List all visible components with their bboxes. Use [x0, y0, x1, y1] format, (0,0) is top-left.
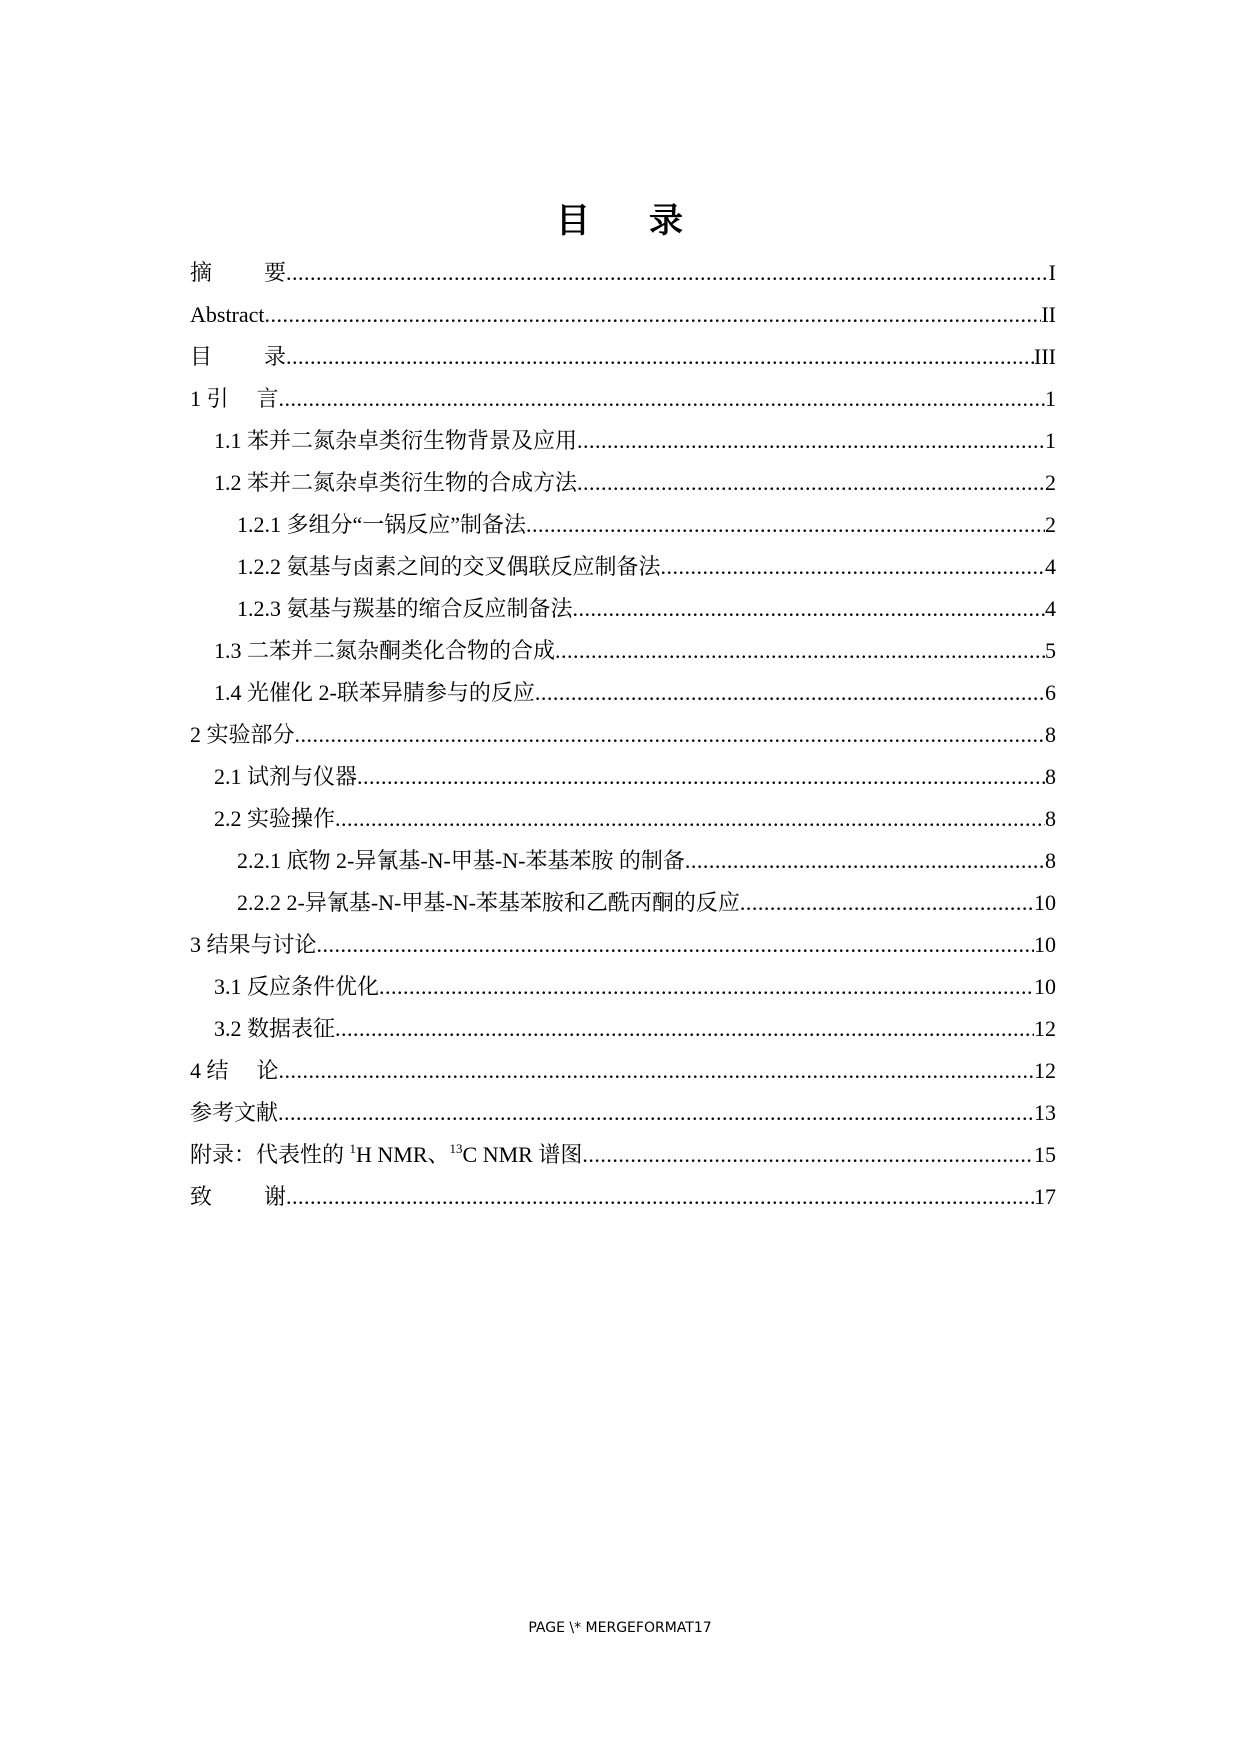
toc-entry-2-1[interactable]: [190, 756, 1056, 798]
toc-entry-page: II: [1041, 302, 1056, 327]
page-footer-field: PAGE \* MERGEFORMAT17: [528, 1620, 712, 1636]
toc-entry-abstract-cn[interactable]: [190, 252, 1056, 294]
toc-entry-page: 10: [1034, 974, 1056, 999]
toc-entry-label: 1.3 二苯并二氮杂酮类化合物的合成: [214, 638, 556, 663]
toc-entry-page: 4: [1045, 596, 1056, 621]
toc-entry-2-2[interactable]: [190, 798, 1056, 840]
toc-entry-page: 6: [1045, 680, 1056, 705]
toc-entry-label: 目 录: [190, 344, 287, 369]
toc-leader-dots: [535, 672, 1045, 714]
toc-entry-2-2-2[interactable]: [190, 882, 1056, 924]
toc-entry-appendix[interactable]: [190, 1134, 1056, 1176]
toc-entry-label: 1.4 光催化 2-联苯异腈参与的反应: [214, 680, 535, 705]
toc-entry-label: 致 谢: [190, 1184, 287, 1209]
toc-entry-3-1[interactable]: [190, 966, 1056, 1008]
toc-entry-page: 8: [1045, 722, 1056, 747]
toc-leader-dots: [279, 378, 1045, 420]
toc-entry-chapter-2[interactable]: [190, 714, 1056, 756]
title-char-2: 录: [649, 200, 684, 241]
toc-entry-label: 3 结果与讨论: [190, 932, 317, 957]
toc-leader-dots: [286, 1176, 1034, 1218]
toc-entry-label: 1.2.3 氨基与羰基的缩合反应制备法: [237, 596, 573, 621]
toc-leader-dots: [335, 1008, 1034, 1050]
toc-entry-1-4[interactable]: [190, 672, 1056, 714]
toc-entry-page: 10: [1034, 890, 1056, 915]
toc-entry-references[interactable]: [190, 1092, 1056, 1134]
toc-entry-page: 4: [1045, 554, 1056, 579]
toc-entry-page: I: [1048, 260, 1056, 285]
toc-leader-dots: [577, 462, 1045, 504]
table-of-contents: [190, 252, 1056, 1218]
toc-entry-label: 2 实验部分: [190, 722, 295, 747]
toc-entry-1-2-1[interactable]: [190, 504, 1056, 546]
toc-entry-label: 1.2.2 氨基与卤素之间的交叉偶联反应制备法: [237, 554, 661, 579]
toc-entry-label: 1 引 言: [190, 386, 279, 411]
toc-leader-dots: [335, 798, 1045, 840]
toc-leader-dots: [526, 504, 1045, 546]
toc-entry-label: 4 结 论: [190, 1058, 279, 1083]
toc-leader-dots: [286, 336, 1034, 378]
toc-entry-page: 8: [1045, 806, 1056, 831]
toc-entry-label: 1.2.1 多组分“一锅反应”制备法: [237, 512, 527, 537]
toc-entry-2-2-1[interactable]: [190, 840, 1056, 882]
toc-entry-chapter-1[interactable]: [190, 378, 1056, 420]
toc-leader-dots: [286, 252, 1049, 294]
toc-entry-page: 12: [1034, 1016, 1056, 1041]
toc-leader-dots: [379, 966, 1034, 1008]
toc-leader-dots: [577, 420, 1045, 462]
toc-entry-label: 摘 要: [190, 260, 287, 285]
toc-entry-page: 12: [1034, 1058, 1056, 1083]
toc-entry-label: 3.1 反应条件优化: [214, 974, 380, 999]
toc-entry-label: 2.2.1 底物 2-异氰基-N-甲基-N-苯基苯胺 的制备: [237, 848, 685, 873]
toc-entry-abstract-en[interactable]: [190, 294, 1056, 336]
toc-leader-dots: [295, 714, 1045, 756]
toc-entry-1-1[interactable]: [190, 420, 1056, 462]
toc-leader-dots: [685, 840, 1045, 882]
toc-leader-dots: [573, 588, 1045, 630]
toc-leader-dots: [357, 756, 1045, 798]
toc-entry-label: 1.2 苯并二氮杂卓类衍生物的合成方法: [214, 470, 578, 495]
toc-entry-1-2-2[interactable]: [190, 546, 1056, 588]
toc-entry-page: 2: [1045, 512, 1056, 537]
toc-entry-label: 参考文献: [190, 1100, 279, 1125]
toc-leader-dots: [661, 546, 1045, 588]
toc-leader-dots: [582, 1134, 1034, 1176]
page-title: [0, 199, 1240, 243]
toc-entry-chapter-4[interactable]: [190, 1050, 1056, 1092]
toc-entry-page: 8: [1045, 764, 1056, 789]
toc-entry-page: 5: [1045, 638, 1056, 663]
toc-entry-1-2-3[interactable]: [190, 588, 1056, 630]
toc-entry-label: 2.2.2 2-异氰基-N-甲基-N-苯基苯胺和乙酰丙酮的反应: [237, 890, 740, 915]
toc-entry-page: 15: [1034, 1142, 1056, 1167]
toc-entry-label: 1.1 苯并二氮杂卓类衍生物背景及应用: [214, 428, 578, 453]
toc-entry-3-2[interactable]: [190, 1008, 1056, 1050]
toc-entry-page: 10: [1034, 932, 1056, 957]
toc-entry-acknowledgements[interactable]: [190, 1176, 1056, 1218]
toc-leader-dots: [278, 1092, 1034, 1134]
toc-entry-page: 1: [1045, 428, 1056, 453]
toc-leader-dots: [279, 1050, 1034, 1092]
toc-entry-label: 3.2 数据表征: [214, 1016, 336, 1041]
toc-entry-1-3[interactable]: [190, 630, 1056, 672]
toc-entry-page: 13: [1034, 1100, 1056, 1125]
toc-leader-dots: [740, 882, 1034, 924]
toc-entry-page: 17: [1034, 1184, 1056, 1209]
toc-entry-label: 2.2 实验操作: [214, 806, 336, 831]
toc-entry-1-2[interactable]: [190, 462, 1056, 504]
toc-entry-chapter-3[interactable]: [190, 924, 1056, 966]
toc-leader-dots: [317, 924, 1034, 966]
title-char-1: 目: [556, 200, 591, 241]
toc-entry-page: 8: [1045, 848, 1056, 873]
toc-entry-label: Abstract: [190, 302, 265, 327]
toc-entry-contents[interactable]: [190, 336, 1056, 378]
toc-entry-label: 2.1 试剂与仪器: [214, 764, 358, 789]
toc-entry-page: 1: [1045, 386, 1056, 411]
toc-entry-label: 附录：代表性的 $^1$H NMR、$^{13}$C NMR 谱图: [190, 1141, 583, 1167]
toc-entry-page: 2: [1045, 470, 1056, 495]
toc-leader-dots: [265, 294, 1042, 336]
toc-leader-dots: [555, 630, 1045, 672]
toc-entry-page: III: [1034, 344, 1056, 369]
